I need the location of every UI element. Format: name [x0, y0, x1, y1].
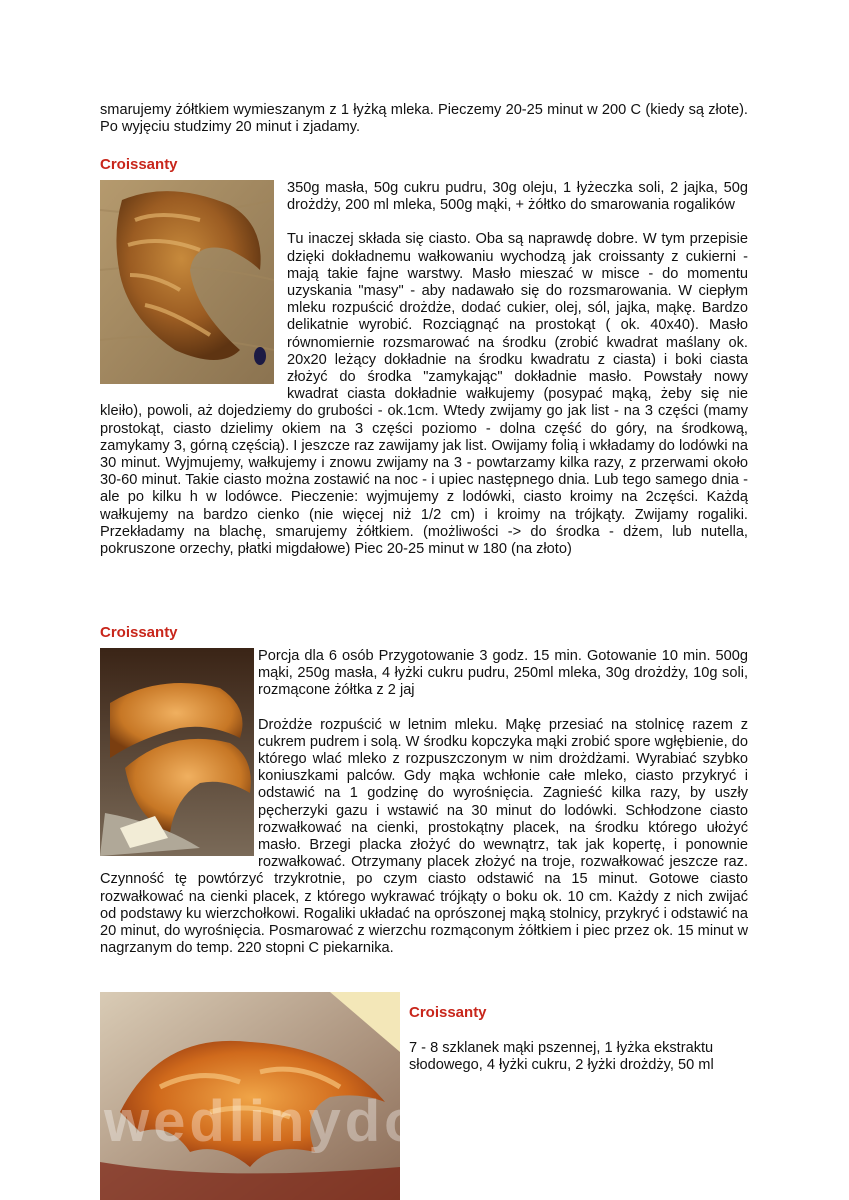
- recipe-2-ingredients: Porcja dla 6 osób Przygotowanie 3 godz. 15 min. Gotowanie 10 min. 500g mąki, 250g masła, 4 łyżki cukru pudru, 250ml mleka, 30g drożdży, 10g soli, rozmącone żółtka z 2 jaj: [258, 648, 748, 699]
- recipe-1-ingredients: 350g masła, 50g cukru pudru, 30g oleju, 1 łyżeczka soli, 2 jajka, 50g drożdży, 200 ml mleka, 500g mąki, + żółtko do smarowania rogalików: [287, 180, 748, 214]
- intro-text: smarujemy żółtkiem wymieszanym z 1 łyżką mleka. Pieczemy 20-25 minut w 200 C (kiedy są złote). Po wyjęciu studzimy 20 minut i zjadamy.: [100, 102, 748, 136]
- recipe-3-ingredients: 7 - 8 szklanek mąki pszennej, 1 łyżka ekstraktu słodowego, 4 łyżki cukru, 2 łyżki drożdży, 50 ml: [409, 1040, 714, 1074]
- recipe-2-title: Croissanty: [100, 624, 178, 641]
- recipe-1-body: [100, 180, 748, 558]
- recipe-3-body: [409, 1040, 749, 1074]
- intro-paragraph: [100, 102, 748, 136]
- recipe-2-method: Drożdże rozpuścić w letnim mleku. Mąkę przesiać na stolnicę razem z cukrem pudrem i solą. W środku kopczyka mąki zrobić spore wgłębienie, do którego wlać mleko z rozpuszczonym w nim drożdżami. Wyrabiać szybko koniuszkami palców. Gdy mąka wchłonie całe mleko, ciasto przykryć i odstawić na 1 godzinę do wyrośnięcia. Zagnieść kilka razy, by uszły pęcherzyki gazu i wstawić na 30 minut do lodówki. Schłodzone ciasto rozwałkować na cienki, prostokątny placek, na środku którego ułożyć masło. Brzegi placka złożyć do wewnątrz, tak jak kopertę, i ponownie rozwałkować. Otrzymany placek złożyć na troje, rozwałkować jeszcze raz. Czynność tę powtórzyć trzykrotnie, po czym ciasto odstawić na 15 minut. Gotowe ciasto rozwałkować na cienki placek, z którego wykrawać trójkąty o boku ok. 10 cm. Każdy z nich zwijać od podstawy ku wierzchołkowi. Rogaliki układać na oprószonej mąką stolnicy, przykryć i odstawić na 20 minut, do wyrośnięcia. Posmarować z wierzchu rozmąconym żółtkiem i piec przez ok. 15 minut w nagrzanym do temp. 220 stopni C piekarnika.: [100, 716, 748, 957]
- croissant-photo-3: [100, 992, 400, 1200]
- croissant-photo-1: [100, 180, 274, 384]
- recipe-1-title: Croissanty: [100, 156, 178, 173]
- recipe-2-body: [100, 648, 748, 957]
- watermark-text: wedlinydomowe.pl: [104, 1089, 684, 1154]
- croissant-photo-2: [100, 648, 254, 856]
- recipe-1-method: Tu inaczej składa się ciasto. Oba są naprawdę dobre. W tym przepisie dzięki dokładnemu wałkowaniu wychodzą jak croissanty z cukierni - mają takie fajne warstwy. Masło mieszać w misce - do momentu uzyskania "masy" - aby nadawało się do rozsmarowania. W ciepłym mleku rozpuścić drożdże, dodać cukier, olej, sól, jajka, mąkę. Bardzo delikatnie wyrobić. Rozciągnąć na prostokąt ( ok. 40x40). Masło równomiernie rozsmarować na środku (zrobić kwadrat maślany ok. 20x20 leżący dokładnie na środku kwadratu z ciasta) i boki ciasta złożyć do środka "zamykając" dokładnie masło. Powstały nowy kwadrat ciasta dokładnie wałkujemy (posypać mąką, żeby się nie kleiło), powoli, aż dojedziemy do grubości - ok.1cm. Wtedy zwijamy go jak list - na 3 części (mamy prostokąt, ciasto dzielimy okiem na 3 części poziomo - dolna część do góry, na środkową, zamykamy 3, górną częścią). I jeszcze raz zawijamy jak list. Owijamy folią i wkładamy do lodówki na 30 minut. Wyjmujemy, wałkujemy i znowu zwijamy na 3 - powtarzamy kilka razy, z przerwami około 30-60 minut. Takie ciasto można zostawić na noc - i upiec następnego dnia. Lub tego samego dnia - ale po kilku h w lodówce. Pieczenie: wyjmujemy z lodówki, ciasto kroimy na 2części. Każdą wałkujemy na bardzo cienko (nie więcej niż 1/2 cm) i kroimy na trójkąty. Zwijamy rogaliki. Przekładamy na blachę, smarujemy żółtkiem. (możliwości -> do środka - dżem, lub nutella, pokruszone orzechy, płatki migdałowe) Piec 20-25 minut w 180 (na złoto): [100, 231, 748, 558]
- recipe-3-title: Croissanty: [409, 1004, 487, 1021]
